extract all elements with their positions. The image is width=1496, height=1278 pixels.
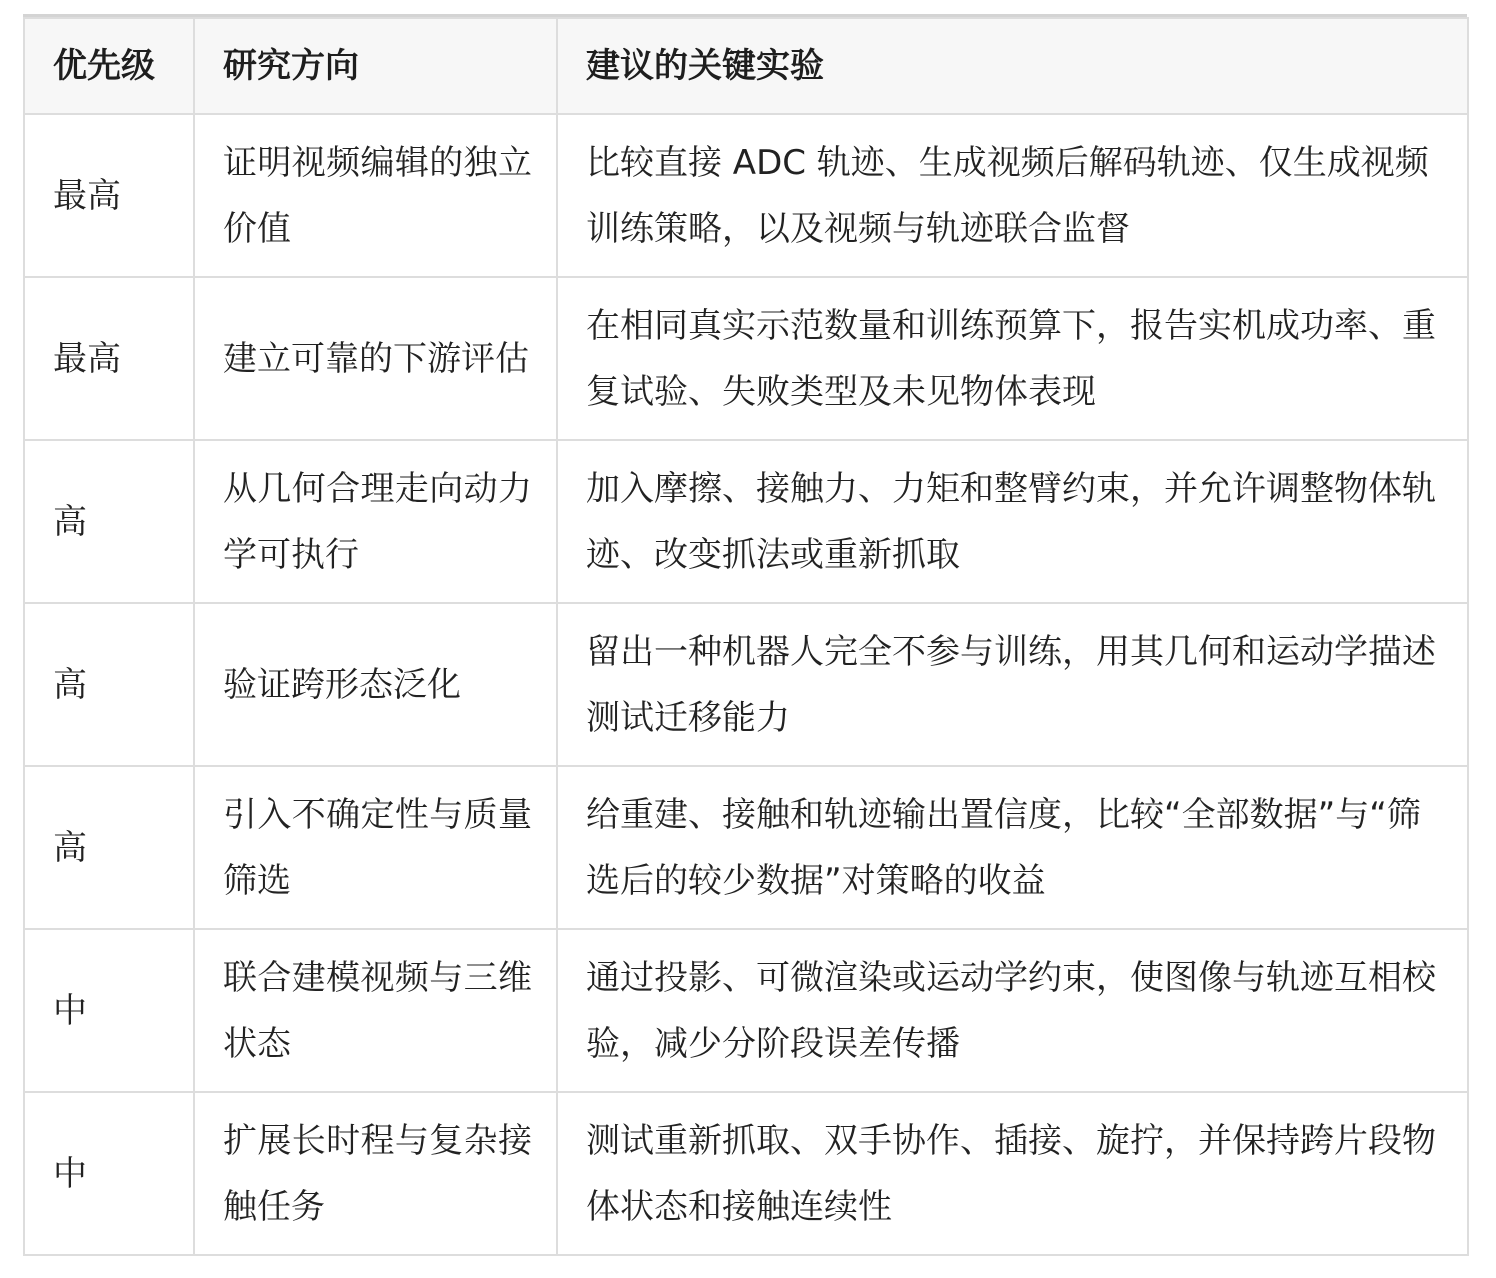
cell-priority: 最高 (24, 277, 194, 440)
cell-direction: 验证跨形态泛化 (194, 603, 557, 766)
cell-priority: 中 (24, 1092, 194, 1255)
cell-direction: 联合建模视频与三维状态 (194, 929, 557, 1092)
cell-priority: 高 (24, 440, 194, 603)
table-row (24, 277, 1468, 440)
cell-direction: 建立可靠的下游评估 (194, 277, 557, 440)
cell-experiment: 在相同真实示范数量和训练预算下，报告实机成功率、重复试验、失败类型及未见物体表现 (557, 277, 1468, 440)
cell-experiment: 通过投影、可微渲染或运动学约束，使图像与轨迹互相校验，减少分阶段误差传播 (557, 929, 1468, 1092)
cell-experiment: 测试重新抓取、双手协作、插接、旋拧，并保持跨片段物体状态和接触连续性 (557, 1092, 1468, 1255)
research-priority-table-wrapper (23, 14, 1467, 1256)
cell-direction: 引入不确定性与质量筛选 (194, 766, 557, 929)
cell-experiment: 加入摩擦、接触力、力矩和整臂约束，并允许调整物体轨迹、改变抓法或重新抓取 (557, 440, 1468, 603)
table-row (24, 603, 1468, 766)
cell-priority: 高 (24, 766, 194, 929)
header-experiment: 建议的关键实验 (557, 18, 1468, 114)
cell-experiment: 比较直接 ADC 轨迹、生成视频后解码轨迹、仅生成视频训练策略，以及视频与轨迹联合监督 (557, 114, 1468, 277)
research-priority-table (23, 17, 1469, 1256)
table-row (24, 114, 1468, 277)
cell-priority: 最高 (24, 114, 194, 277)
table-row (24, 929, 1468, 1092)
cell-direction: 从几何合理走向动力学可执行 (194, 440, 557, 603)
cell-direction: 证明视频编辑的独立价值 (194, 114, 557, 277)
table-row (24, 440, 1468, 603)
table-header (24, 18, 1468, 114)
table-header-row (24, 18, 1468, 114)
cell-direction: 扩展长时程与复杂接触任务 (194, 1092, 557, 1255)
table-row (24, 766, 1468, 929)
header-direction: 研究方向 (194, 18, 557, 114)
cell-experiment: 给重建、接触和轨迹输出置信度，比较“全部数据”与“筛选后的较少数据”对策略的收益 (557, 766, 1468, 929)
table-row (24, 1092, 1468, 1255)
header-priority: 优先级 (24, 18, 194, 114)
cell-experiment: 留出一种机器人完全不参与训练，用其几何和运动学描述测试迁移能力 (557, 603, 1468, 766)
cell-priority: 中 (24, 929, 194, 1092)
table-body (24, 114, 1468, 1255)
cell-priority: 高 (24, 603, 194, 766)
